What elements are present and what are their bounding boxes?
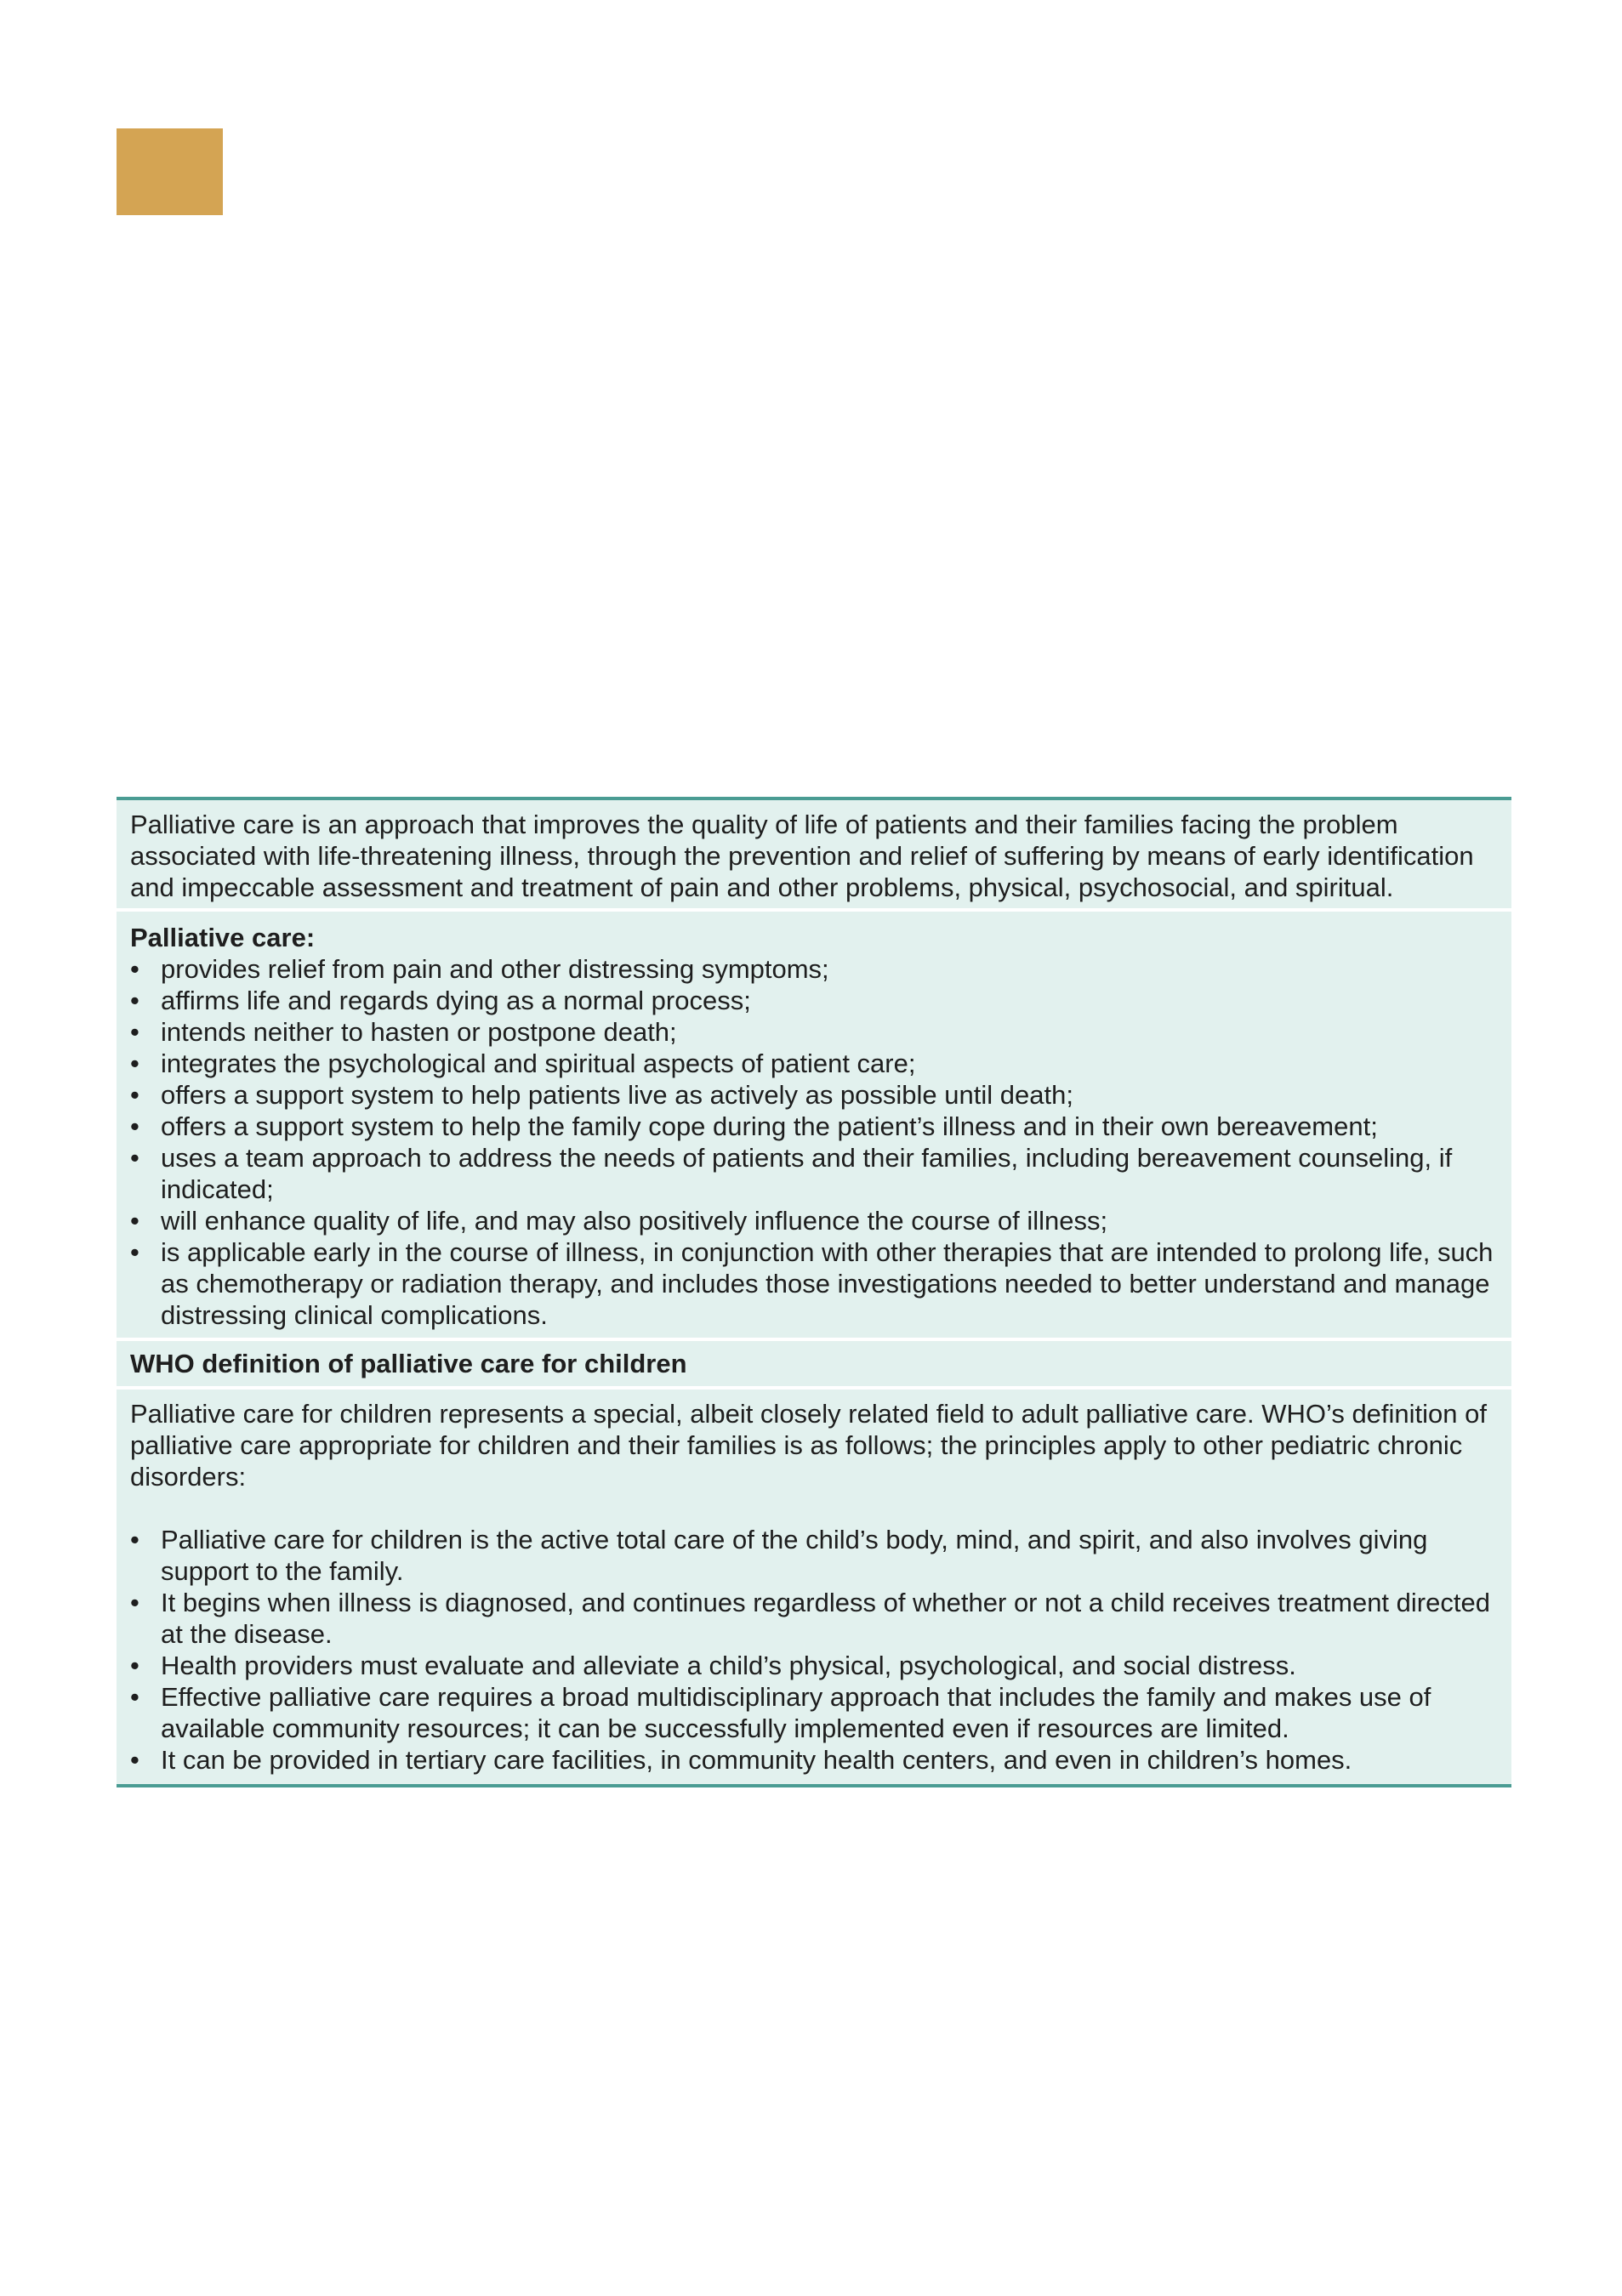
list-item: • intends neither to hasten or postpone death; bbox=[130, 1016, 1494, 1048]
intro-paragraph: Palliative care is an approach that improves the quality of life of patients and their families facing the problem associated with life-threatening illness, through the prevention and relief of suffering by means of early identification and impeccable assessment and treatment of pain and other problems, physical, psychosocial, and spiritual. bbox=[130, 810, 1474, 902]
list-item: • uses a team approach to address the needs of patients and their families, including bereavement counseling, if indicated; bbox=[130, 1142, 1494, 1205]
list-item: • Health providers must evaluate and alleviate a child’s physical, psychological, and social distress. bbox=[130, 1650, 1494, 1681]
children-section bbox=[117, 1390, 1511, 1784]
children-heading: WHO definition of palliative care for children bbox=[130, 1349, 687, 1378]
list-item: • will enhance quality of life, and may also positively influence the course of illness; bbox=[130, 1205, 1494, 1236]
list-item: • It can be provided in tertiary care facilities, in community health centers, and even in children’s homes. bbox=[130, 1744, 1494, 1776]
children-list bbox=[130, 1524, 1494, 1776]
list-item: • offers a support system to help patients live as actively as possible until death; bbox=[130, 1079, 1494, 1111]
list-item: • It begins when illness is diagnosed, and continues regardless of whether or not a child receives treatment directed at the disease. bbox=[130, 1587, 1494, 1650]
list-item: • is applicable early in the course of illness, in conjunction with other therapies that are intended to prolong life, such as chemotherapy or radiation therapy, and includes those investigations needed to better understand and manage distressing clinical complications. bbox=[130, 1236, 1494, 1331]
list-item: • integrates the psychological and spiritual aspects of patient care; bbox=[130, 1048, 1494, 1079]
palliative-care-section bbox=[117, 912, 1511, 1341]
list-item: • offers a support system to help the family cope during the patient’s illness and in their own bereavement; bbox=[130, 1111, 1494, 1142]
intro-section bbox=[117, 800, 1511, 912]
accent-square bbox=[117, 128, 223, 215]
list-item: • provides relief from pain and other distressing symptoms; bbox=[130, 953, 1494, 985]
definition-box bbox=[117, 797, 1511, 1787]
children-heading-section bbox=[117, 1341, 1511, 1390]
list-item: • Effective palliative care requires a broad multidisciplinary approach that includes the family and makes use of available community resources; it can be successfully implemented even if resources are limited. bbox=[130, 1681, 1494, 1744]
palliative-care-list bbox=[130, 953, 1494, 1331]
children-intro-paragraph: Palliative care for children represents a special, albeit closely related field to adult palliative care. WHO’s definition of palliative care appropriate for children and their families is as follows; the principles apply to other pediatric chronic disorders: bbox=[130, 1399, 1488, 1492]
list-item: • affirms life and regards dying as a normal process; bbox=[130, 985, 1494, 1016]
list-item: • Palliative care for children is the active total care of the child’s body, mind, and spirit, and also involves giving support to the family. bbox=[130, 1524, 1494, 1587]
palliative-care-heading: Palliative care: bbox=[130, 923, 316, 952]
